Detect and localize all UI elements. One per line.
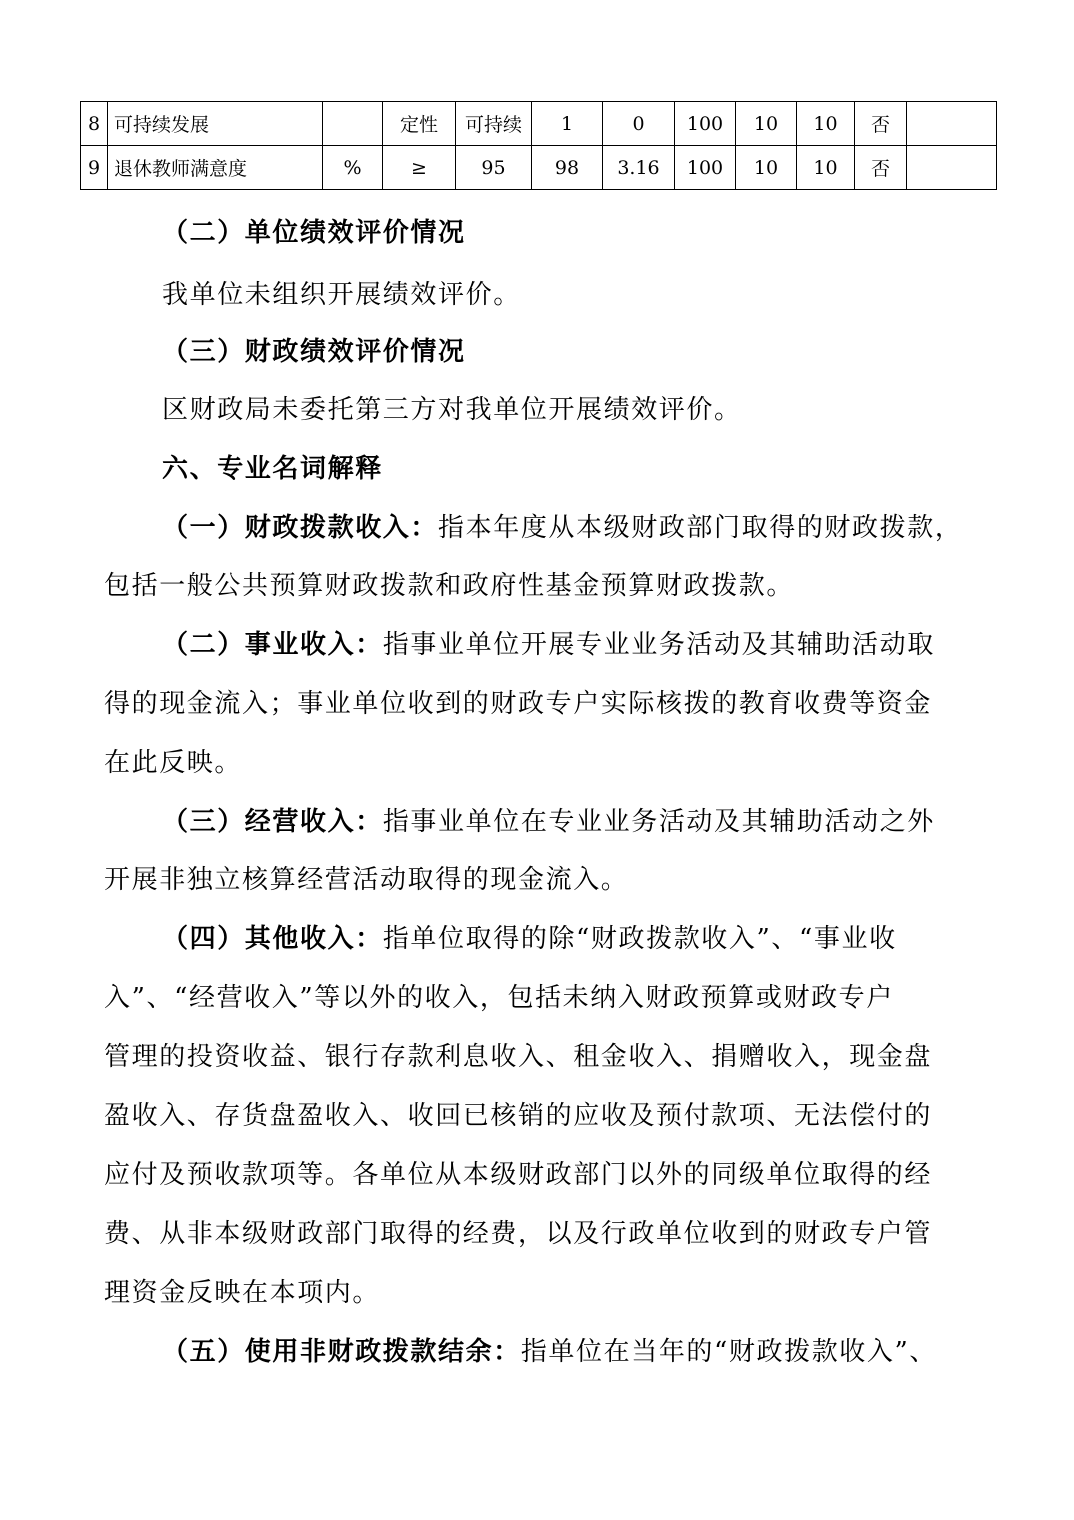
text-line: 应付及预收款项等。各单位从本级财政部门以外的同级单位取得的经: [104, 1160, 933, 1190]
table-cell: %: [323, 146, 383, 190]
table-cell: [323, 102, 383, 146]
table-cell: 否: [855, 102, 907, 146]
table-cell: 10: [797, 146, 855, 190]
table-row: [81, 102, 997, 146]
text-line: 盈收入、存货盘盈收入、收回已核销的应收及预付款项、无法偿付的: [104, 1101, 933, 1131]
table-cell: 可持续: [456, 102, 532, 146]
term-text: 指事业单位开展专业业务活动及其辅助活动取: [382, 630, 935, 660]
term-text: 指单位在当年的“财政拨款收入”、: [520, 1337, 937, 1367]
table-cell: 10: [736, 146, 797, 190]
table-cell: 98: [532, 146, 603, 190]
table-cell: ≥: [383, 146, 456, 190]
paragraph-fiscal-evaluation: 区财政局未委托第三方对我单位开展绩效评价。: [162, 395, 742, 425]
table-cell: 8: [81, 102, 108, 146]
text-line: 在此反映。: [104, 748, 243, 778]
table-cell: 1: [532, 102, 603, 146]
term-label: （五）使用非财政拨款结余：: [162, 1337, 521, 1367]
table-cell: 3.16: [603, 146, 675, 190]
text-line: 开展非独立核算经营活动取得的现金流入。: [104, 865, 629, 895]
table-row: [81, 146, 997, 190]
table-cell: 95: [456, 146, 532, 190]
term-text: 指单位取得的除“财政拨款收入”、“事业收: [382, 924, 897, 954]
table-cell: 否: [855, 146, 907, 190]
text-line: 包括一般公共预算财政拨款和政府性基金预算财政拨款。: [104, 571, 795, 601]
section-heading-fiscal-evaluation: （三）财政绩效评价情况: [162, 337, 466, 367]
term-text: 指本年度从本级财政部门取得的财政拨款，: [438, 513, 963, 543]
table-cell: 定性: [383, 102, 456, 146]
table-cell: 10: [736, 102, 797, 146]
text-line: 管理的投资收益、银行存款利息收入、租金收入、捐赠收入，现金盘: [104, 1042, 933, 1072]
text-line: 入”、“经营收入”等以外的收入，包括未纳入财政预算或财政专户: [104, 983, 894, 1013]
table-cell: 退休教师满意度: [108, 146, 323, 190]
paragraph-unit-evaluation: 我单位未组织开展绩效评价。: [162, 280, 521, 310]
text-line: 费、从非本级财政部门取得的经费，以及行政单位收到的财政专户管: [104, 1219, 933, 1249]
table-cell: 9: [81, 146, 108, 190]
table-cell: 0: [603, 102, 675, 146]
section-heading-unit-evaluation: （二）单位绩效评价情况: [162, 218, 466, 248]
section-heading-terms: 六、专业名词解释: [162, 454, 383, 484]
term-paragraph-operating-income: [162, 805, 1042, 839]
term-label: （四）其他收入：: [162, 924, 383, 954]
text-line: 理资金反映在本项内。: [104, 1278, 381, 1308]
term-label: （三）经营收入：: [162, 807, 383, 837]
term-label: （二）事业收入：: [162, 630, 383, 660]
term-paragraph-non-fiscal-surplus: [162, 1335, 1042, 1369]
text-line: 得的现金流入；事业单位收到的财政专户实际核拨的教育收费等资金: [104, 689, 933, 719]
table-cell: [907, 146, 997, 190]
table-cell: 100: [675, 146, 736, 190]
table-cell: 100: [675, 102, 736, 146]
table-cell: 可持续发展: [108, 102, 323, 146]
performance-table: [80, 101, 997, 190]
term-paragraph-fiscal-appropriation: [162, 511, 1042, 545]
table-cell: [907, 102, 997, 146]
term-paragraph-business-income: [162, 628, 1042, 662]
term-label: （一）财政拨款收入：: [162, 513, 439, 543]
term-paragraph-other-income: [162, 922, 1042, 956]
table-cell: 10: [797, 102, 855, 146]
term-text: 指事业单位在专业业务活动及其辅助活动之外: [382, 807, 935, 837]
